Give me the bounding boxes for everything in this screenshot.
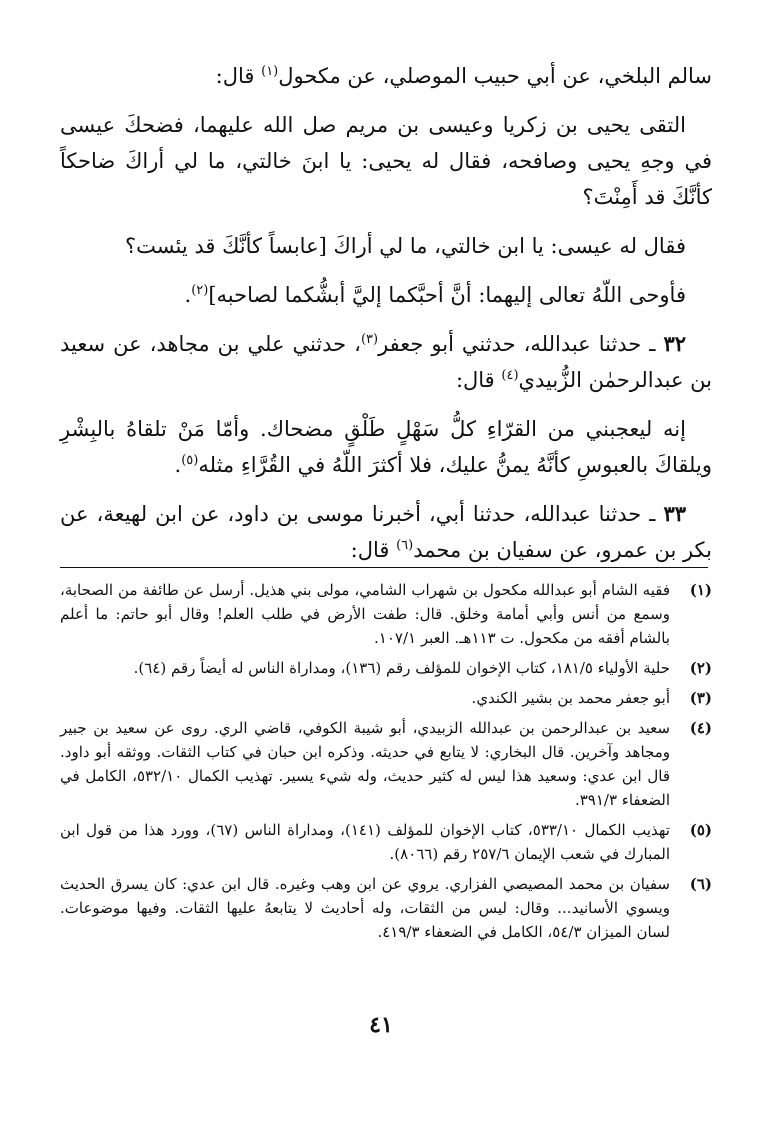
footnote-3 <box>60 686 712 710</box>
footnote-text: سفيان بن محمد المصيصي الفزاري. يروي عن ابن وهب وغيره. قال ابن عدي: كان يسرق الحديث ويسوي الأسانيد... وقال: ليس من الثقات، وله أحاديث لا يتابعهُ عليها الثقات. وفيها موضوعات. لسان الميزان ٥٤/٣، الكامل في الضعفاء ٤١٩/٣. <box>60 875 670 941</box>
footnote-label: (٣) <box>689 689 712 707</box>
p2-text: التقى يحيى بن زكريا وعيسى بن مريم صل الله عليهما، فضحكَ عيسى في وجهِ يحيى وصافحه، فقال له يحيى: يا ابنَ خالتي، ما لي أراكَ ضاحكاً كأنَّكَ قد أَمِنْتَ؟ <box>60 113 712 209</box>
footnote-ref-4: (٤) <box>501 368 519 383</box>
footnote-ref-5: (٥) <box>181 453 199 468</box>
footnote-1 <box>60 578 712 650</box>
page-number: ٤١ <box>369 1012 393 1038</box>
paragraph-7 <box>60 496 712 568</box>
p5-tail: قال: <box>455 368 502 392</box>
paragraph-3 <box>60 228 712 264</box>
footnote-ref-6: (٦) <box>396 538 414 553</box>
footnote-text: سعيد بن عبدالرحمن بن عبدالله الزبيدي، أبو شيبة الكوفي، قاضي الري. روى عن سعيد بن جبير ومجاهد وآخرين. قال البخاري: لا يتابع في حديثه. وذكره ابن حبان في كتاب الثقات. ووثقه أبو داود. قال ابن عدي: وسعيد هذا ليس له كثير حديث، وله شيء يسير. تهذيب الكمال ٥٣٢/١٠، الكامل في الضعفاء ٣٩١/٣. <box>60 719 671 809</box>
footnote-ref-1: (١) <box>261 64 279 79</box>
p5-mid: ، حدثني علي بن مجاهد، عن سعيد بن عبدالرحمٰن الزُّبيدي <box>60 332 712 392</box>
footnote-text: فقيه الشام أبو عبدالله مكحول بن شهراب الشامي، مولى بني هذيل. أرسل عن طائفة من الصحابة، وسمع من أنس وأبي أمامة وخلق. قال: طفت الأرض في طلب العلم! وقال أبو حاتم: ما أعلم بالشام أفقه من مكحول. ت ١١٣هـ. العبر ١٠٧/١. <box>60 581 670 647</box>
footnote-6 <box>60 872 712 944</box>
p4-tail: . <box>184 283 192 307</box>
main-text <box>60 58 712 581</box>
footnote-text: أبو جعفر محمد بن بشير الكندي. <box>471 689 670 707</box>
p3-text: فقال له عيسى: يا ابن خالتي، ما لي أراكَ [عابساً كأنَّكَ قد يئست؟ <box>124 234 686 258</box>
paragraph-1 <box>60 58 712 94</box>
p7-text: ـ حدثنا عبدالله، حدثنا أبي، أخبرنا موسى بن داود، عن ابن لهيعة، عن بكر بن عمرو، عن سفيان بن محمد <box>60 502 712 562</box>
hadith-number-32: ٣٢ <box>663 331 686 356</box>
paragraph-6 <box>60 411 712 483</box>
p6-text: إنه ليعجبني من القرّاءِ كلُّ سَهْلٍ طَلْقٍ مضحاك. وأمّا مَنْ تلقاهُ بالبِشْرِ ويلقاكَ بالعبوسِ كأنَّهُ يمنُّ عليك، فلا أكثرَ اللّهُ في القُرَّاءِ مثله <box>60 417 712 477</box>
p5-text: ـ حدثنا عبدالله، حدثني أبو جعفر <box>378 332 664 356</box>
footnote-ref-2: (٢) <box>191 283 209 298</box>
footnotes <box>60 578 712 950</box>
footnote-5 <box>60 818 712 866</box>
footnote-label: (٤) <box>689 719 712 737</box>
paragraph-2 <box>60 107 712 215</box>
p6-tail: . <box>174 453 182 477</box>
footnote-label: (١) <box>689 581 712 599</box>
footnote-label: (٦) <box>689 875 712 893</box>
footnote-label: (٥) <box>689 821 712 839</box>
p1-text: سالم البلخي، عن أبي حبيب الموصلي، عن مكحول <box>278 64 712 88</box>
paragraph-5 <box>60 326 712 398</box>
p7-tail: قال: <box>350 538 397 562</box>
footnote-2 <box>60 656 712 680</box>
p1-tail: قال: <box>215 64 262 88</box>
footnote-label: (٢) <box>689 659 712 677</box>
footnote-4 <box>60 716 712 812</box>
footnote-text: حلية الأولياء ١٨١/٥، كتاب الإخوان للمؤلف رقم (١٣٦)، ومداراة الناس له أيضاً رقم (٦٤). <box>133 659 670 677</box>
footnote-text: تهذيب الكمال ٥٣٣/١٠، كتاب الإخوان للمؤلف (١٤١)، ومداراة الناس (٦٧)، وورد هذا من قول ابن المبارك في شعب الإيمان ٢٥٧/٦ رقم (٨٠٦٦). <box>60 821 670 863</box>
paragraph-4 <box>60 277 712 313</box>
p4-text: فأوحى اللّهُ تعالى إليهما: أنَّ أحبَّكما إليَّ أبشُّكما لصاحبه] <box>208 283 686 307</box>
hadith-number-33: ٣٣ <box>663 501 686 526</box>
footnote-ref-3: (٣) <box>360 332 379 347</box>
footnote-separator <box>60 567 708 568</box>
